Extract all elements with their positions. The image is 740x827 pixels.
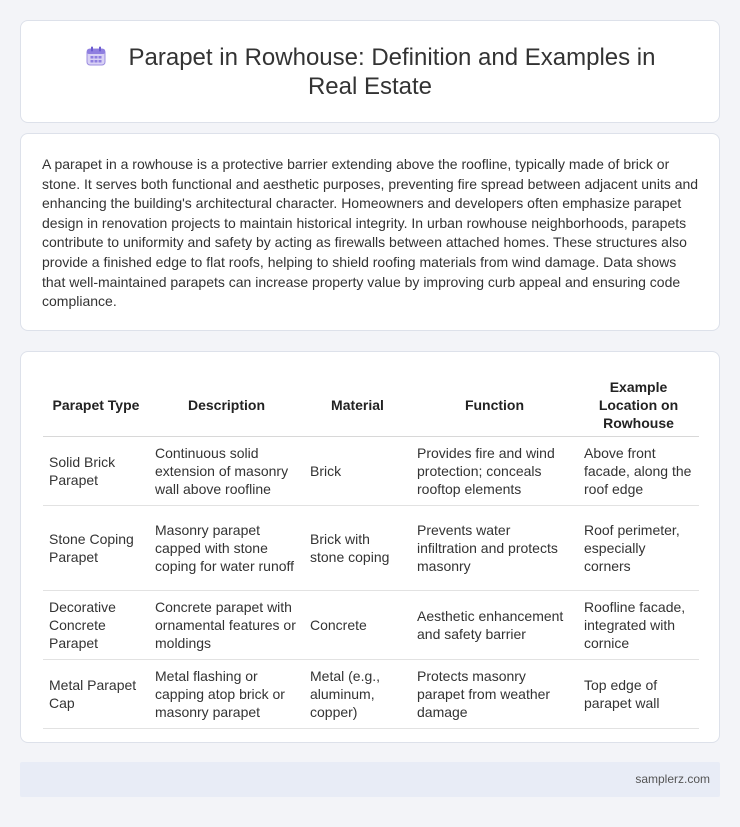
- header-description: Description: [149, 374, 304, 437]
- table-row: [43, 660, 699, 729]
- table-row: [43, 437, 699, 506]
- calendar-icon: [85, 45, 107, 67]
- cell-material: Brick with stone coping: [304, 506, 411, 591]
- cell-function: Aesthetic enhancement and safety barrier: [411, 591, 578, 660]
- header-function: Function: [411, 374, 578, 437]
- cell-type: Stone Coping Parapet: [43, 506, 149, 591]
- cell-location: Top edge of parapet wall: [578, 660, 699, 729]
- table-row: [43, 591, 699, 660]
- cell-type: Metal Parapet Cap: [43, 660, 149, 729]
- cell-location: Roofline facade, integrated with cornice: [578, 591, 699, 660]
- cell-function: Prevents water infiltration and protects masonry: [411, 506, 578, 591]
- page-title-wrap: [21, 43, 719, 101]
- footer-site-link[interactable]: samplerz.com: [635, 772, 710, 786]
- cell-type: Solid Brick Parapet: [43, 437, 149, 506]
- cell-description: Metal flashing or capping atop brick or masonry parapet: [149, 660, 304, 729]
- cell-type: Decorative Concrete Parapet: [43, 591, 149, 660]
- table-row: [43, 506, 699, 591]
- header-example-location: Example Location on Rowhouse: [578, 374, 699, 437]
- cell-description: Concrete parapet with ornamental features or moldings: [149, 591, 304, 660]
- cell-material: Concrete: [304, 591, 411, 660]
- page-title: Parapet in Rowhouse: Definition and Examples in Real Estate: [128, 44, 656, 100]
- cell-description: Masonry parapet capped with stone coping for water runoff: [149, 506, 304, 591]
- cell-function: Provides fire and wind protection; conceals rooftop elements: [411, 437, 578, 506]
- header-parapet-type: Parapet Type: [43, 374, 149, 437]
- footer-bar: [20, 762, 720, 797]
- cell-material: Metal (e.g., aluminum, copper): [304, 660, 411, 729]
- intro-paragraph: A parapet in a rowhouse is a protective barrier extending above the roofline, typically made of brick or stone. It serves both functional and aesthetic purposes, preventing fire spread between adjacent units and enhancing the building's architectural character. Homeowners and developers often emphasize parapet design in renovation projects to maintain historical integrity. In urban rowhouse neighborhoods, parapets contribute to uniformity and safety by acting as firewalls between attached homes. These structures also provide a finished edge to flat roofs, helping to shield roofing materials from wind damage. Data shows that well-maintained parapets can increase property value by improving curb appeal and ensuring code compliance.: [42, 156, 699, 310]
- table-card: [20, 351, 720, 743]
- table-header-row: [43, 374, 699, 437]
- cell-location: Above front facade, along the roof edge: [578, 437, 699, 506]
- cell-function: Protects masonry parapet from weather damage: [411, 660, 578, 729]
- cell-material: Brick: [304, 437, 411, 506]
- header-material: Material: [304, 374, 411, 437]
- intro-card: [20, 133, 720, 331]
- parapet-table: [43, 374, 699, 729]
- title-card: [20, 20, 720, 123]
- cell-description: Continuous solid extension of masonry wall above roofline: [149, 437, 304, 506]
- cell-location: Roof perimeter, especially corners: [578, 506, 699, 591]
